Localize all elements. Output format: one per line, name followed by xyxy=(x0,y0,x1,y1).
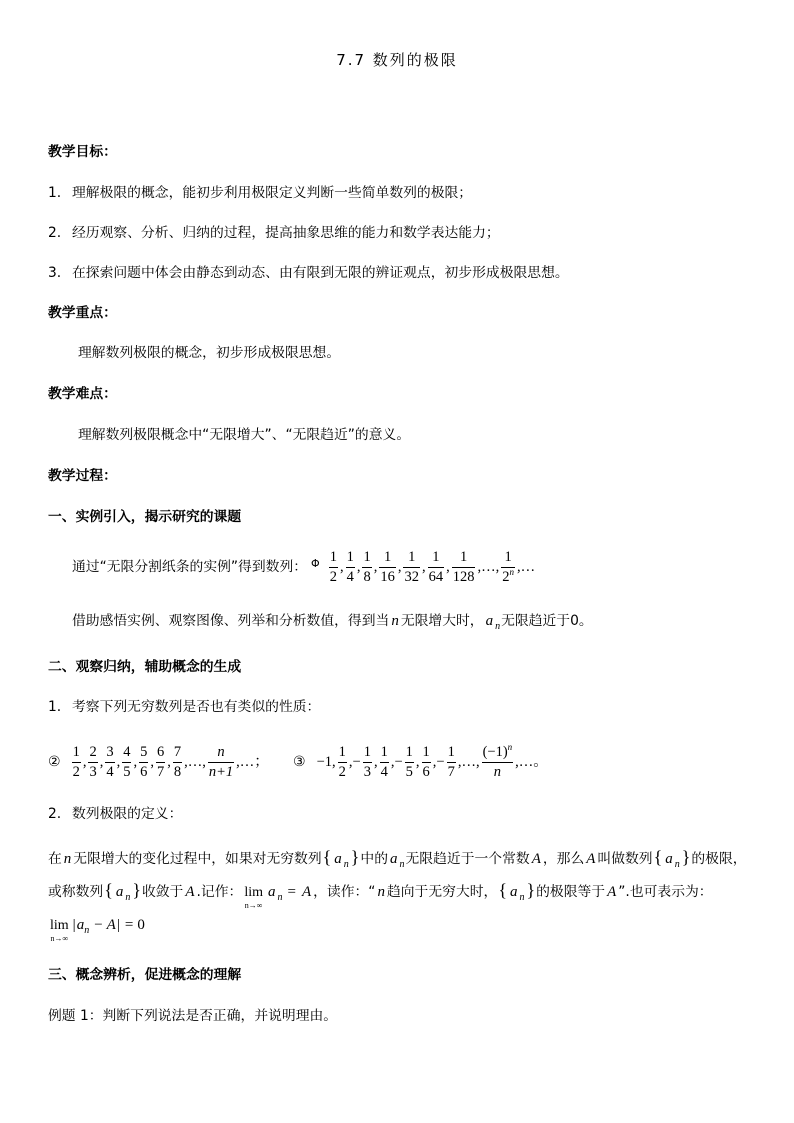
limit-symbol: lim xyxy=(50,918,69,933)
term-value: 1 xyxy=(422,743,430,760)
fraction-denominator xyxy=(139,763,148,781)
definition-text: 无限增大的变化过程中，如果对无穷数列 xyxy=(73,851,322,867)
exponent: n xyxy=(509,566,514,577)
term-value: 8 xyxy=(173,763,182,780)
term-value: 8 xyxy=(363,568,371,585)
term-value: 4 xyxy=(380,763,388,780)
fraction-numerator xyxy=(363,744,372,763)
fraction-numerator xyxy=(447,744,456,763)
limit-condition: n→∞ xyxy=(50,934,69,943)
sequence-marker: Φ xyxy=(311,557,320,570)
term-value: 1 xyxy=(408,548,416,565)
variable-a: a xyxy=(665,851,673,867)
fraction-denominator xyxy=(173,763,182,781)
sequence-separator: , xyxy=(133,754,138,770)
subscript-n: n xyxy=(399,859,405,870)
definition-text: 收敛于 xyxy=(141,884,184,900)
subscript-n: n xyxy=(343,859,349,870)
brace-open: { xyxy=(322,847,332,867)
goal-number: 3. xyxy=(48,265,62,281)
constant-A: A xyxy=(301,884,312,900)
subscript-n: n xyxy=(277,892,283,903)
definition-text: 的极限等于 xyxy=(536,884,606,900)
brace-close: } xyxy=(681,847,691,867)
term-value: 5 xyxy=(405,763,413,780)
term-value: 1 xyxy=(363,743,371,760)
goal-text: 在探索问题中体会由静态到动态、由有限到无限的辨证观点，初步形成极限思想。 xyxy=(72,265,569,281)
goal-text: 理解极限的概念，能初步利用极限定义判断一些简单数列的极限； xyxy=(72,185,473,201)
fraction-term xyxy=(173,744,182,781)
sequence-separator: , xyxy=(373,754,378,770)
sequence-separator: ,… xyxy=(516,559,536,575)
part3-heading: 三、概念辨析，促进概念的理解 xyxy=(48,967,242,983)
sequence-b-marker: ③ xyxy=(293,754,306,770)
term-value: 2 xyxy=(329,568,337,585)
definition-text: .记作： xyxy=(196,884,243,900)
fraction-term xyxy=(403,549,420,586)
observation-text: 借助感悟实例、观察图像、列举和分析数值，得到当 xyxy=(72,613,390,629)
fraction-denominator xyxy=(346,568,355,586)
sequence-separator: , xyxy=(167,754,171,770)
part1-heading: 一、实例引入，揭示研究的课题 xyxy=(48,509,242,525)
term-value: 7 xyxy=(173,743,182,760)
fraction-term xyxy=(379,549,396,586)
observation-text: 无限趋近于0。 xyxy=(501,613,593,629)
fraction-numerator xyxy=(105,744,114,763)
goal-text: 经历观察、分析、归纳的过程，提高抽象思维的能力和数学表达能力； xyxy=(72,225,500,241)
fraction-term xyxy=(363,744,372,781)
fraction-numerator xyxy=(482,741,514,763)
fraction-denominator xyxy=(380,763,389,781)
fraction-term xyxy=(482,741,514,781)
fraction-numerator xyxy=(405,744,414,763)
term-value: 1 xyxy=(363,548,371,565)
equals-sign: = xyxy=(124,917,134,933)
constant-A: A xyxy=(185,884,195,900)
difficulties-text: 理解数列极限概念中“无限增大”、“无限趋近”的意义。 xyxy=(78,427,411,443)
equals-sign: = xyxy=(287,884,296,900)
sequence-separator: , xyxy=(339,559,344,575)
sequence-separator: −1, xyxy=(316,754,336,770)
fraction-numerator xyxy=(88,744,97,763)
sequence-separator: , xyxy=(356,559,361,575)
observation-line xyxy=(72,611,593,633)
term-value: 1 xyxy=(380,743,388,760)
task-item xyxy=(48,697,320,717)
definition-text: 中的 xyxy=(360,851,389,867)
fraction-term xyxy=(447,744,456,781)
definition-text: 或称数列 xyxy=(48,884,104,900)
sequence-b-line xyxy=(293,742,549,782)
definition-text: ，读作：“ xyxy=(313,884,376,900)
fraction-denominator xyxy=(447,763,456,781)
fraction-denominator xyxy=(362,568,371,586)
fraction-denominator xyxy=(122,763,131,781)
fraction-denominator xyxy=(405,763,414,781)
brace-open: { xyxy=(498,880,507,900)
brace-open: { xyxy=(104,880,113,900)
term-value: 64 xyxy=(428,568,444,585)
fraction-term xyxy=(122,744,131,781)
abs-bar: | xyxy=(72,917,76,933)
term-value: 4 xyxy=(346,568,354,585)
term-value: 2 xyxy=(72,763,80,780)
term-value: n+1 xyxy=(208,763,234,780)
sequence-separator: , xyxy=(397,559,402,575)
heading-teaching-process: 教学过程： xyxy=(48,468,117,484)
term-value: 5 xyxy=(123,763,131,780)
fraction-term xyxy=(346,549,355,586)
term-value: 6 xyxy=(156,743,165,760)
geometric-sequence xyxy=(328,549,536,586)
task-number: 1. xyxy=(48,699,62,715)
limit-operator xyxy=(244,886,263,910)
page-title: 7.7 数列的极限 xyxy=(336,51,458,69)
term-value: 3 xyxy=(363,763,371,780)
constant-A: A xyxy=(586,851,596,867)
constant-A: A xyxy=(607,884,617,900)
sequence-separator: , xyxy=(373,559,378,575)
fraction-numerator xyxy=(156,744,165,763)
fraction-denominator xyxy=(363,763,372,781)
term-value: 1 xyxy=(338,743,346,760)
zero: 0 xyxy=(137,917,145,933)
fraction-numerator xyxy=(428,549,445,568)
term-value: n xyxy=(493,763,501,780)
sequence-separator: ,…； xyxy=(236,754,269,770)
task-text: 考察下列无穷数列是否也有类似的性质： xyxy=(72,699,321,715)
abs-bar: | xyxy=(116,917,120,933)
fraction-numerator xyxy=(452,549,476,568)
definition-text: ”.也可表示为： xyxy=(618,884,713,900)
key-points-text: 理解数列极限的概念，初步形成极限思想。 xyxy=(78,345,341,361)
sequence-separator: , xyxy=(446,559,450,575)
fraction-numerator xyxy=(379,549,396,568)
fraction-term xyxy=(208,744,234,781)
fraction-term xyxy=(501,549,515,586)
fraction-numerator xyxy=(139,744,148,763)
variable-a: a xyxy=(76,917,85,933)
fraction-term xyxy=(422,744,431,781)
fraction-term xyxy=(405,744,414,781)
definition-text: 趋向于无穷大时， xyxy=(386,884,498,900)
term-value: 5 xyxy=(140,743,148,760)
subscript-n: n xyxy=(125,892,131,903)
definition-text: 在 xyxy=(48,851,62,867)
fraction-term xyxy=(428,549,445,586)
subscript-n: n xyxy=(84,925,90,936)
fraction-numerator xyxy=(208,744,234,763)
heading-teaching-goals: 教学目标： xyxy=(48,144,117,160)
sequence-separator: , xyxy=(421,559,426,575)
sequence-separator: ,…, xyxy=(184,754,206,770)
variable-n: n xyxy=(391,613,399,629)
fraction-term xyxy=(88,744,97,781)
term-value: 7 xyxy=(156,763,165,780)
fraction-numerator xyxy=(380,744,389,763)
definition-line-1 xyxy=(48,847,747,871)
fraction-denominator xyxy=(72,763,81,781)
limit-operator xyxy=(50,919,69,943)
heading-difficulties: 教学难点： xyxy=(48,386,117,402)
sequence-separator: ,…, xyxy=(477,559,500,575)
goal-item xyxy=(48,183,472,203)
term-value: 2 xyxy=(502,568,510,585)
term-value: 2 xyxy=(89,743,97,760)
term-value: 1 xyxy=(405,743,413,760)
fraction-numerator xyxy=(403,549,420,568)
subscript-n: n xyxy=(674,859,680,870)
fraction-term xyxy=(72,744,81,781)
term-value: 1 xyxy=(383,548,392,565)
fraction-numerator xyxy=(501,549,515,568)
sequence-separator: , xyxy=(415,754,420,770)
sequence-separator: ,− xyxy=(390,754,403,770)
goal-item xyxy=(48,263,569,283)
term-value: n xyxy=(217,743,225,760)
fraction-denominator xyxy=(452,568,476,586)
fraction-numerator xyxy=(122,744,131,763)
variable-a: a xyxy=(390,851,398,867)
limit-condition: n→∞ xyxy=(244,901,263,910)
definition-text: 的极限， xyxy=(691,851,747,867)
fraction-denominator xyxy=(156,763,165,781)
observation-text: 无限增大时， xyxy=(400,613,484,629)
constant-A: A xyxy=(531,851,541,867)
fraction-term xyxy=(380,744,389,781)
task-number: 2. xyxy=(48,806,62,822)
fraction-denominator xyxy=(482,763,514,781)
fraction-numerator xyxy=(329,549,338,568)
fraction-denominator xyxy=(422,763,431,781)
example-question: 例题 1：判断下列说法是否正确，并说明理由。 xyxy=(48,1008,338,1024)
example-intro-text: 通过“无限分割纸条的实例”得到数列： xyxy=(72,559,308,575)
minus-sign: − xyxy=(94,917,103,933)
constant-A: A xyxy=(106,917,116,933)
variable-n: n xyxy=(377,884,385,900)
term-value: 6 xyxy=(422,763,430,780)
term-value: 3 xyxy=(89,763,97,780)
fraction-denominator xyxy=(379,568,396,586)
term-value: 2 xyxy=(338,763,346,780)
term-value: 1 xyxy=(447,743,455,760)
sequence-separator: , xyxy=(150,754,154,770)
fraction-term xyxy=(105,744,114,781)
sequence-b xyxy=(316,741,549,781)
fraction-term xyxy=(338,744,347,781)
term-value: 1 xyxy=(72,743,80,760)
term-value: 32 xyxy=(404,568,419,585)
sequence-a-line xyxy=(48,742,270,782)
term-value: 7 xyxy=(447,763,455,780)
fraction-denominator xyxy=(329,568,338,586)
term-value: 1 xyxy=(432,548,440,565)
brace-close: } xyxy=(132,880,141,900)
brace-close: } xyxy=(526,880,536,900)
sequence-a-marker: ② xyxy=(48,754,61,770)
definition-text: 叫做数列 xyxy=(597,851,653,867)
brace-open: { xyxy=(653,847,663,867)
fraction-denominator xyxy=(208,763,234,781)
goal-item xyxy=(48,223,500,243)
subscript-n: n xyxy=(495,621,501,632)
sequence-a xyxy=(71,744,270,781)
sequence-example-line xyxy=(72,547,536,587)
fraction-denominator xyxy=(338,763,347,781)
term-value: 4 xyxy=(123,743,131,760)
variable-a: a xyxy=(334,851,342,867)
term-value: (−1) xyxy=(482,743,508,760)
sequence-separator: ,…。 xyxy=(515,754,548,770)
fraction-numerator xyxy=(422,744,431,763)
term-value: 3 xyxy=(106,743,114,760)
fraction-denominator xyxy=(501,568,515,586)
variable-a: a xyxy=(485,613,494,629)
definition-text: ，那么 xyxy=(542,851,585,867)
part2-heading: 二、观察归纳，辅助概念的生成 xyxy=(48,659,242,675)
sequence-separator: ,− xyxy=(348,754,361,770)
fraction-numerator xyxy=(346,549,355,568)
term-value: 1 xyxy=(504,548,512,565)
exponent: n xyxy=(507,741,513,752)
term-value: 1 xyxy=(346,548,354,565)
term-value: 6 xyxy=(140,763,148,780)
brace-close: } xyxy=(350,847,360,867)
term-value: 128 xyxy=(452,568,475,585)
fraction-term xyxy=(156,744,165,781)
limit-symbol: lim xyxy=(244,885,263,900)
fraction-numerator xyxy=(173,744,182,763)
fraction-denominator xyxy=(105,763,114,781)
fraction-numerator xyxy=(362,549,371,568)
term-value: 1 xyxy=(459,548,468,565)
definition-line-2 xyxy=(48,880,713,910)
variable-a: a xyxy=(509,884,518,900)
fraction-term xyxy=(452,549,476,586)
sequence-separator: , xyxy=(99,754,104,770)
goal-number: 1. xyxy=(48,185,62,201)
fraction-term xyxy=(329,549,338,586)
term-value: 16 xyxy=(380,568,395,585)
heading-key-points: 教学重点： xyxy=(48,305,117,321)
variable-a: a xyxy=(115,884,124,900)
task-text: 数列极限的定义： xyxy=(72,806,183,822)
sequence-separator: , xyxy=(116,754,121,770)
variable-n: n xyxy=(63,851,72,867)
variable-a: a xyxy=(267,884,276,900)
definition-line-3 xyxy=(48,915,145,943)
fraction-denominator xyxy=(403,568,420,586)
subscript-n: n xyxy=(519,892,525,903)
fraction-denominator xyxy=(428,568,445,586)
sequence-separator: ,− xyxy=(432,754,445,770)
fraction-term xyxy=(139,744,148,781)
definition-text: 无限趋近于一个常数 xyxy=(405,851,530,867)
task-item xyxy=(48,804,182,824)
fraction-denominator xyxy=(88,763,97,781)
fraction-numerator xyxy=(72,744,81,763)
goal-number: 2. xyxy=(48,225,62,241)
fraction-term xyxy=(362,549,371,586)
fraction-numerator xyxy=(338,744,347,763)
term-value: 4 xyxy=(106,763,114,780)
sequence-separator: , xyxy=(82,754,87,770)
term-value: 1 xyxy=(329,548,337,565)
sequence-separator: ,…, xyxy=(457,754,480,770)
